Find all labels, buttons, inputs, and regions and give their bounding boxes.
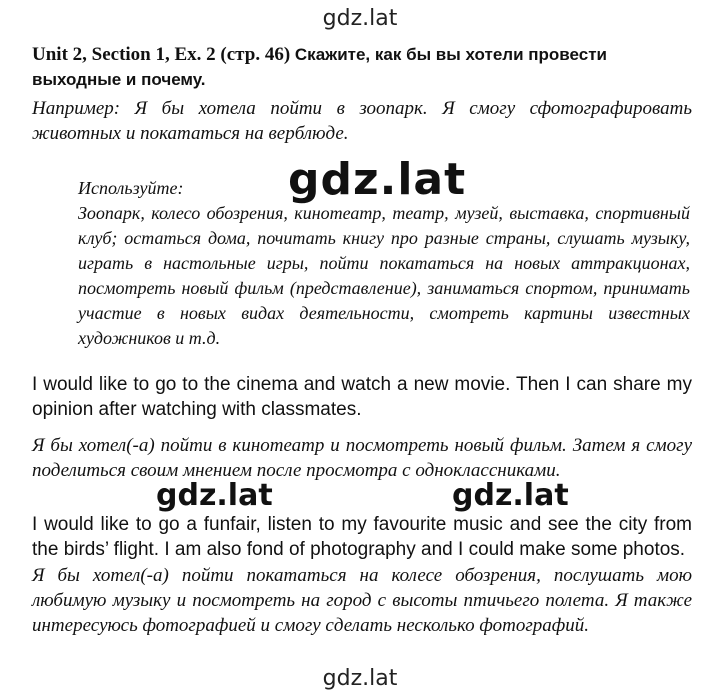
watermark-mid-right: gdz.lat [452,478,569,513]
answer-2-russian: Я бы хотел(-а) пойти покататься на колесе обозрения, послушать мою любимую музыку и посмотреть на город с высоты птичьего полета. Я также интересуюсь фотографией и смогу сделать несколько фотографий. [32,565,692,636]
use-label: Используйте: [78,178,184,198]
watermark-big: gdz.lat [288,154,467,205]
answer-2-english: I would like to go a funfair, listen to my favourite music and see the city from the birds’ flight. I am also fond of photography and I could make some photos. [32,514,692,560]
watermark-top: gdz.lat [322,6,398,31]
watermark-bottom: gdz.lat [322,666,398,691]
example-text: Например: Я бы хотела пойти в зоопарк. Я смогу сфотографировать животных и покататься на верблюде. [32,98,692,144]
watermark-mid-left: gdz.lat [156,478,273,513]
exercise-heading [32,42,692,92]
unit-reference: Unit 2, Section 1, Ex. 2 (стр. 46) [32,44,291,65]
use-body: Зоопарк, колесо обозрения, кинотеатр, театр, музей, выставка, спортивный клуб; остаться дома, почитать книгу про разные страны, слушать музыку, играть в настольные игры, пойти покататься на новых аттракционах, посмотреть новый фильм (представление), заниматься спортом, принимать участие в новых видах деятельности, смотреть картины известных художников и т.д. [78,203,690,348]
answer-1-russian: Я бы хотел(-а) пойти в кинотеатр и посмотреть новый фильм. Затем я смогу поделиться своим мнением после просмотра с одноклассниками. [32,435,692,481]
answer-1-english: I would like to go to the cinema and watch a new movie. Then I can share my opinion after watching with classmates. [32,374,692,420]
task-text: Скажите, как бы вы хотели провести выходные и почему. [32,45,607,89]
